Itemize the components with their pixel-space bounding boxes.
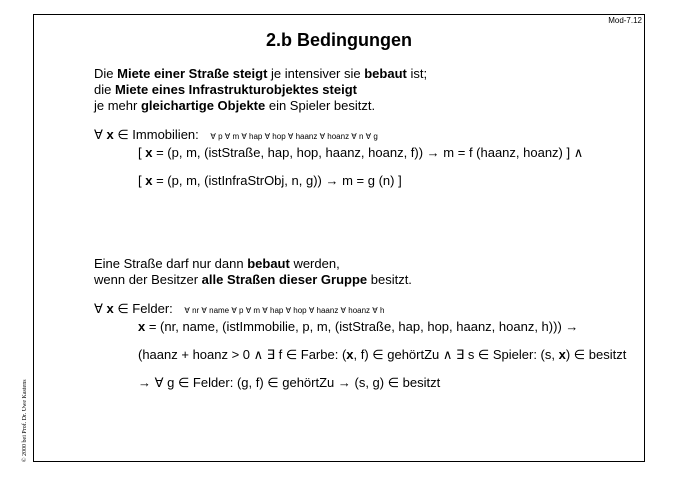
formula2-rule2: (haanz + hoanz > 0 ∧ ∃ f ∈ Farbe: (x, f) ∈ gehörtZu ∧ ∃ s ∈ Spieler: (s, x) ∈ besitzt [138,347,627,362]
slide-title: 2.b Bedingungen [266,30,412,50]
para1-line2: die Miete eines Infrastrukturobjektes steigt [94,82,357,97]
para2-line1: Eine Straße darf nur dann bebaut werden, [94,256,340,271]
formula1-quantifier: ∀ x ∈ Immobilien: ∀ p ∀ m ∀ hap ∀ hop ∀ haanz ∀ hoanz ∀ n ∀ g [94,127,378,142]
para2-line2: wenn der Besitzer alle Straßen dieser Gruppe besitzt. [94,272,412,287]
formula1-rule1: [ x = (p, m, (istStraße, hap, hop, haanz, hoanz, f)) → m = f (haanz, hoanz) ] ∧ [138,145,584,160]
copyright-notice: © 2000 bei Prof. Dr. Uwe Kastens [22,379,28,462]
para1-line3: je mehr gleichartige Objekte ein Spieler besitzt. [94,98,376,113]
formula1-rule2: [ x = (p, m, (istInfraStrObj, n, g)) → m = g (n) ] [138,173,402,188]
formula2-rule1: x = (nr, name, (istImmobilie, p, m, (istStraße, hap, hop, haanz, hoanz, h))) → [138,319,579,334]
slide-number: Mod-7.12 [608,16,642,25]
formula2-rule3: → ∀ g ∈ Felder: (g, f) ∈ gehörtZu → (s, g) ∈ besitzt [138,375,441,390]
formula2-quantifier: ∀ x ∈ Felder: ∀ nr ∀ name ∀ p ∀ m ∀ hap ∀ hop ∀ haanz ∀ hoanz ∀ h [94,301,385,316]
para1-line1: Die Miete einer Straße steigt je intensiver sie bebaut ist; [94,66,428,81]
